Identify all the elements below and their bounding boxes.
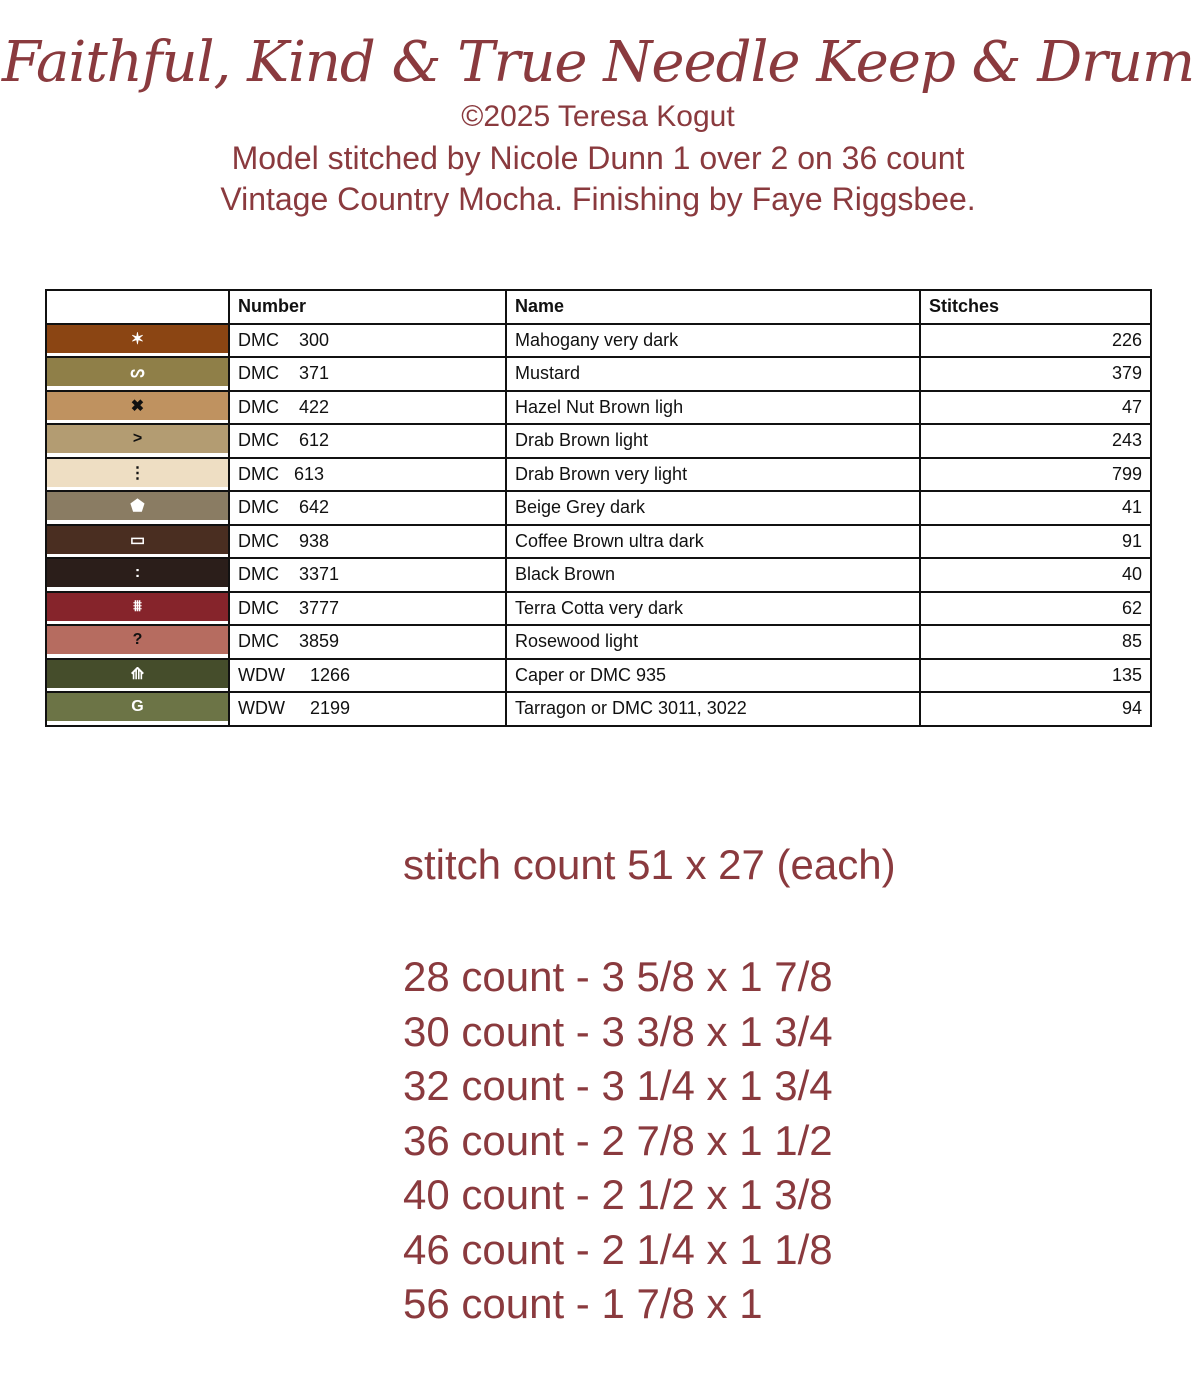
color-swatch (46, 625, 229, 659)
stitch-symbol-icon: : (47, 559, 228, 590)
fabric-size-line: 28 count - 3 5/8 x 1 7/8 (403, 953, 833, 1000)
stitch-count-cell: 41 (920, 491, 1151, 525)
chart-title: Faithful, Kind & True Needle Keep & Drum (1, 30, 1195, 95)
fabric-size-line: 32 count - 3 1/4 x 1 3/4 (403, 1062, 833, 1109)
stitch-symbol-icon: ✖ (47, 392, 228, 423)
model-credit-line-2: Vintage Country Mocha. Finishing by Faye Riggsbee. (220, 181, 976, 217)
floss-name-cell: Mustard (506, 357, 920, 391)
fabric-size-line: 30 count - 3 3/8 x 1 3/4 (403, 1007, 833, 1055)
stitch-symbol-icon: ⟰ (47, 660, 228, 691)
floss-number-cell: DMC 3777 (229, 592, 506, 626)
stitch-symbol-icon: ⋮ (47, 459, 228, 490)
stitch-symbol-icon: ? (47, 626, 228, 657)
table-row (46, 458, 1151, 492)
fabric-size-line: 36 count - 2 7/8 x 1 1/2 (403, 1116, 833, 1164)
floss-number-cell: DMC 612 (229, 424, 506, 458)
stitch-symbol-icon: > (47, 425, 228, 456)
floss-number-cell: DMC 371 (229, 357, 506, 391)
floss-name-cell: Caper or DMC 935 (506, 659, 920, 693)
floss-key-table (45, 289, 1152, 727)
table-row (46, 558, 1151, 592)
floss-name-cell: Terra Cotta very dark (506, 592, 920, 626)
floss-number-cell: DMC 3859 (229, 625, 506, 659)
size-info (403, 840, 896, 1332)
color-swatch (46, 692, 229, 726)
table-row (46, 692, 1151, 726)
fabric-size-line: 56 count - 1 7/8 x 1 (403, 1280, 763, 1327)
stitch-symbol-icon: G (47, 693, 228, 724)
stitch-count-cell: 799 (920, 458, 1151, 492)
stitch-count-cell: 135 (920, 659, 1151, 693)
table-row (46, 357, 1151, 391)
floss-name-cell: Coffee Brown ultra dark (506, 525, 920, 559)
floss-number-cell: DMC 613 (229, 458, 506, 492)
stitches-column-header: Stitches (920, 290, 1151, 324)
floss-key-body (46, 324, 1151, 726)
color-swatch (46, 391, 229, 425)
stitch-symbol-icon: ⬟ (47, 492, 228, 523)
color-swatch (46, 357, 229, 391)
fabric-size-line: 46 count - 2 1/4 x 1 1/8 (403, 1225, 833, 1273)
floss-number-cell: WDW 2199 (229, 692, 506, 726)
model-credit-line-1: Model stitched by Nicole Dunn 1 over 2 on 36 count (231, 140, 965, 176)
floss-number-cell: DMC 422 (229, 391, 506, 425)
stitch-count-cell: 379 (920, 357, 1151, 391)
color-swatch (46, 558, 229, 592)
stitch-count-cell: 91 (920, 525, 1151, 559)
floss-number-cell: DMC 3371 (229, 558, 506, 592)
table-row (46, 391, 1151, 425)
floss-name-cell: Beige Grey dark (506, 491, 920, 525)
floss-name-cell: Hazel Nut Brown ligh (506, 391, 920, 425)
floss-number-cell: DMC 938 (229, 525, 506, 559)
stitch-count-cell: 62 (920, 592, 1151, 626)
floss-number-cell: DMC 642 (229, 491, 506, 525)
floss-name-cell: Rosewood light (506, 625, 920, 659)
stitch-symbol-icon: ᔕ (47, 358, 228, 389)
table-row (46, 625, 1151, 659)
number-column-header: Number (229, 290, 506, 324)
floss-name-cell: Drab Brown light (506, 424, 920, 458)
stitch-count: stitch count 51 x 27 (each) (403, 841, 896, 888)
color-swatch (46, 324, 229, 358)
fabric-size-list (403, 950, 896, 1332)
stitch-count-cell: 47 (920, 391, 1151, 425)
fabric-size-line: 40 count - 2 1/2 x 1 3/8 (403, 1171, 833, 1218)
color-swatch (46, 659, 229, 693)
stitch-symbol-icon: ⩩ (47, 593, 228, 624)
table-header-row (46, 290, 1151, 324)
color-swatch (46, 424, 229, 458)
stitch-count-cell: 85 (920, 625, 1151, 659)
stitch-count-cell: 226 (920, 324, 1151, 358)
floss-name-cell: Black Brown (506, 558, 920, 592)
stitch-symbol-icon: ✶ (47, 325, 228, 356)
copyright-line: ©2025 Teresa Kogut (461, 100, 735, 133)
stitch-symbol-icon: ▭ (47, 526, 228, 557)
floss-name-cell: Mahogany very dark (506, 324, 920, 358)
table-row (46, 592, 1151, 626)
symbol-column-header (46, 290, 229, 324)
table-row (46, 659, 1151, 693)
floss-number-cell: DMC 300 (229, 324, 506, 358)
stitch-count-cell: 243 (920, 424, 1151, 458)
stitch-count-cell: 94 (920, 692, 1151, 726)
floss-name-cell: Tarragon or DMC 3011, 3022 (506, 692, 920, 726)
color-swatch (46, 491, 229, 525)
table-row (46, 324, 1151, 358)
floss-name-cell: Drab Brown very light (506, 458, 920, 492)
table-row (46, 491, 1151, 525)
color-swatch (46, 525, 229, 559)
table-row (46, 424, 1151, 458)
color-swatch (46, 458, 229, 492)
stitch-count-cell: 40 (920, 558, 1151, 592)
table-row (46, 525, 1151, 559)
floss-number-cell: WDW 1266 (229, 659, 506, 693)
color-swatch (46, 592, 229, 626)
name-column-header: Name (506, 290, 920, 324)
